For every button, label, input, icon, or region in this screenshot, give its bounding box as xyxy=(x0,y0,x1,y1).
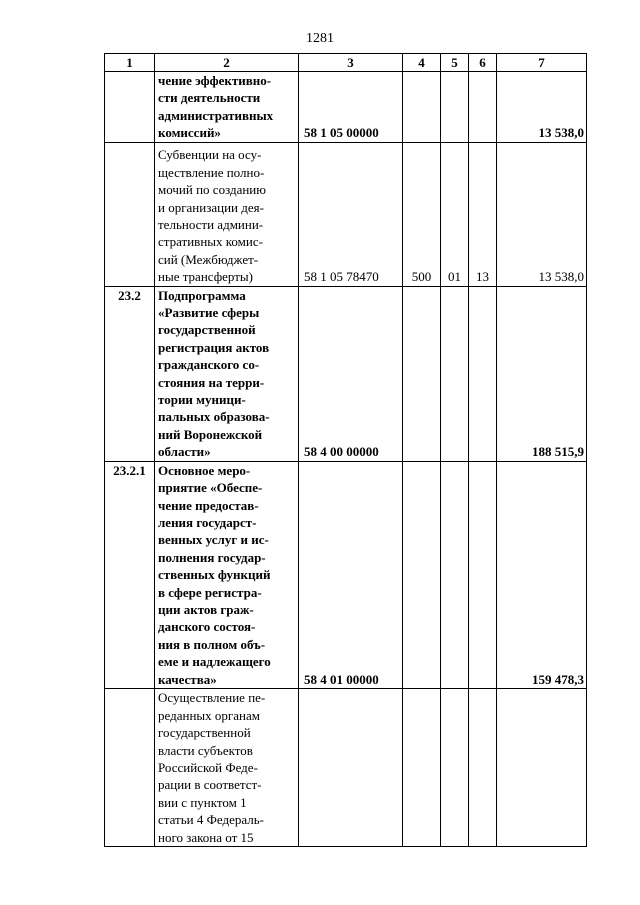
row-name-line: тельности админи- xyxy=(158,217,264,232)
row-col6-cell xyxy=(469,688,497,846)
row-name-line: ции актов граж- xyxy=(158,601,254,617)
row-name-line: сти деятельности xyxy=(158,90,261,106)
row-name-line: Российской Феде- xyxy=(158,759,258,775)
row-name-line: чение эффективно- xyxy=(158,73,272,88)
row-name-line: и организации дея- xyxy=(158,199,264,215)
row-number-cell: 23.2.1 xyxy=(105,461,155,688)
row-name-line: вии с пунктом 1 xyxy=(158,794,247,810)
row-name-line: мочий по созданию xyxy=(158,182,266,198)
row-name-line: стративных комис- xyxy=(158,234,263,250)
row-name-line: государственной xyxy=(158,725,251,741)
row-col5-cell xyxy=(441,461,469,688)
row-name-cell xyxy=(155,286,299,461)
row-name-line: ного закона от 15 xyxy=(158,829,254,845)
table-header-row xyxy=(105,54,587,72)
row-col5-cell xyxy=(441,688,469,846)
row-name-line: полнения государ- xyxy=(158,549,266,565)
row-name-line: гражданского со- xyxy=(158,357,260,373)
row-col5-cell xyxy=(441,286,469,461)
row-code-cell: 58 4 00 00000 xyxy=(299,286,403,461)
row-name-line: области» xyxy=(158,444,211,460)
row-name-line: Осуществление пе- xyxy=(158,690,266,706)
row-name-line: в сфере регистра- xyxy=(158,584,262,600)
row-name-line: данского состоя- xyxy=(158,619,256,635)
column-header-3: 3 xyxy=(299,54,403,72)
row-name-line: ные трансферты) xyxy=(158,269,253,285)
row-col6-cell xyxy=(469,286,497,461)
row-col6-cell xyxy=(469,461,497,688)
row-name-line: статьи 4 Федераль- xyxy=(158,812,264,828)
row-name-line: рации в соответст- xyxy=(158,777,262,793)
row-number-cell: 23.2 xyxy=(105,286,155,461)
row-name-line: «Развитие сферы xyxy=(158,305,260,321)
budget-table xyxy=(104,53,587,847)
row-name-line: ществление полно- xyxy=(158,164,265,180)
row-col4-cell xyxy=(403,461,441,688)
row-name-line: ственных функций xyxy=(158,567,271,583)
row-name-line: ний Воронежской xyxy=(158,426,263,442)
table-row xyxy=(105,72,587,143)
row-col4-cell xyxy=(403,72,441,143)
row-name-line: власти субъектов xyxy=(158,742,253,758)
column-header-2: 2 xyxy=(155,54,299,72)
row-name-line: сий (Межбюджет- xyxy=(158,251,259,267)
table-row xyxy=(105,461,587,688)
row-name-cell xyxy=(155,461,299,688)
row-col6-cell: 13 xyxy=(469,142,497,286)
row-name-cell xyxy=(155,72,299,143)
row-number-cell xyxy=(105,72,155,143)
row-number-cell xyxy=(105,688,155,846)
row-name-line: еме и надлежащего xyxy=(158,654,271,670)
row-name-line: ния в полном объ- xyxy=(158,636,266,652)
column-header-1: 1 xyxy=(105,54,155,72)
row-amount-cell xyxy=(497,688,587,846)
row-name-line: стояния на терри- xyxy=(158,374,265,390)
row-name-line: Субвенции на осу- xyxy=(158,147,262,163)
row-col6-cell xyxy=(469,72,497,143)
row-name-cell xyxy=(155,688,299,846)
row-name-line: качества» xyxy=(158,671,217,687)
row-code-cell xyxy=(299,688,403,846)
page-number: 1281 xyxy=(306,31,334,46)
row-name-line: ления государст- xyxy=(158,514,257,530)
row-code-cell: 58 4 01 00000 xyxy=(299,461,403,688)
row-code-cell: 58 1 05 00000 xyxy=(299,72,403,143)
row-name-line: приятие «Обеспе- xyxy=(158,480,263,496)
row-col4-cell xyxy=(403,688,441,846)
row-name-line: Основное меро- xyxy=(158,462,251,478)
row-amount-cell: 13 538,0 xyxy=(497,142,587,286)
row-amount-cell: 13 538,0 xyxy=(497,72,587,143)
row-name-line: регистрация актов xyxy=(158,339,270,355)
table-row xyxy=(105,142,587,286)
column-header-4: 4 xyxy=(403,54,441,72)
row-name-line: тории муници- xyxy=(158,392,246,408)
table-row xyxy=(105,688,587,846)
row-name-line: пальных образова- xyxy=(158,409,270,425)
table-row xyxy=(105,286,587,461)
row-code-cell: 58 1 05 78470 xyxy=(299,142,403,286)
row-col4-cell xyxy=(403,286,441,461)
row-name-line: Подпрограмма xyxy=(158,287,246,303)
row-col4-cell: 500 xyxy=(403,142,441,286)
row-name-line: государственной xyxy=(158,322,256,338)
row-name-line: чение предостав- xyxy=(158,497,259,513)
row-amount-cell: 159 478,3 xyxy=(497,461,587,688)
row-name-cell xyxy=(155,142,299,286)
column-header-5: 5 xyxy=(441,54,469,72)
row-name-line: венных услуг и ис- xyxy=(158,532,269,548)
row-name-line: комиссий» xyxy=(158,125,221,141)
row-amount-cell: 188 515,9 xyxy=(497,286,587,461)
column-header-7: 7 xyxy=(497,54,587,72)
column-header-6: 6 xyxy=(469,54,497,72)
row-col5-cell: 01 xyxy=(441,142,469,286)
row-col5-cell xyxy=(441,72,469,143)
row-number-cell xyxy=(105,142,155,286)
row-name-line: реданных органам xyxy=(158,707,260,723)
row-name-line: административных xyxy=(158,107,274,123)
